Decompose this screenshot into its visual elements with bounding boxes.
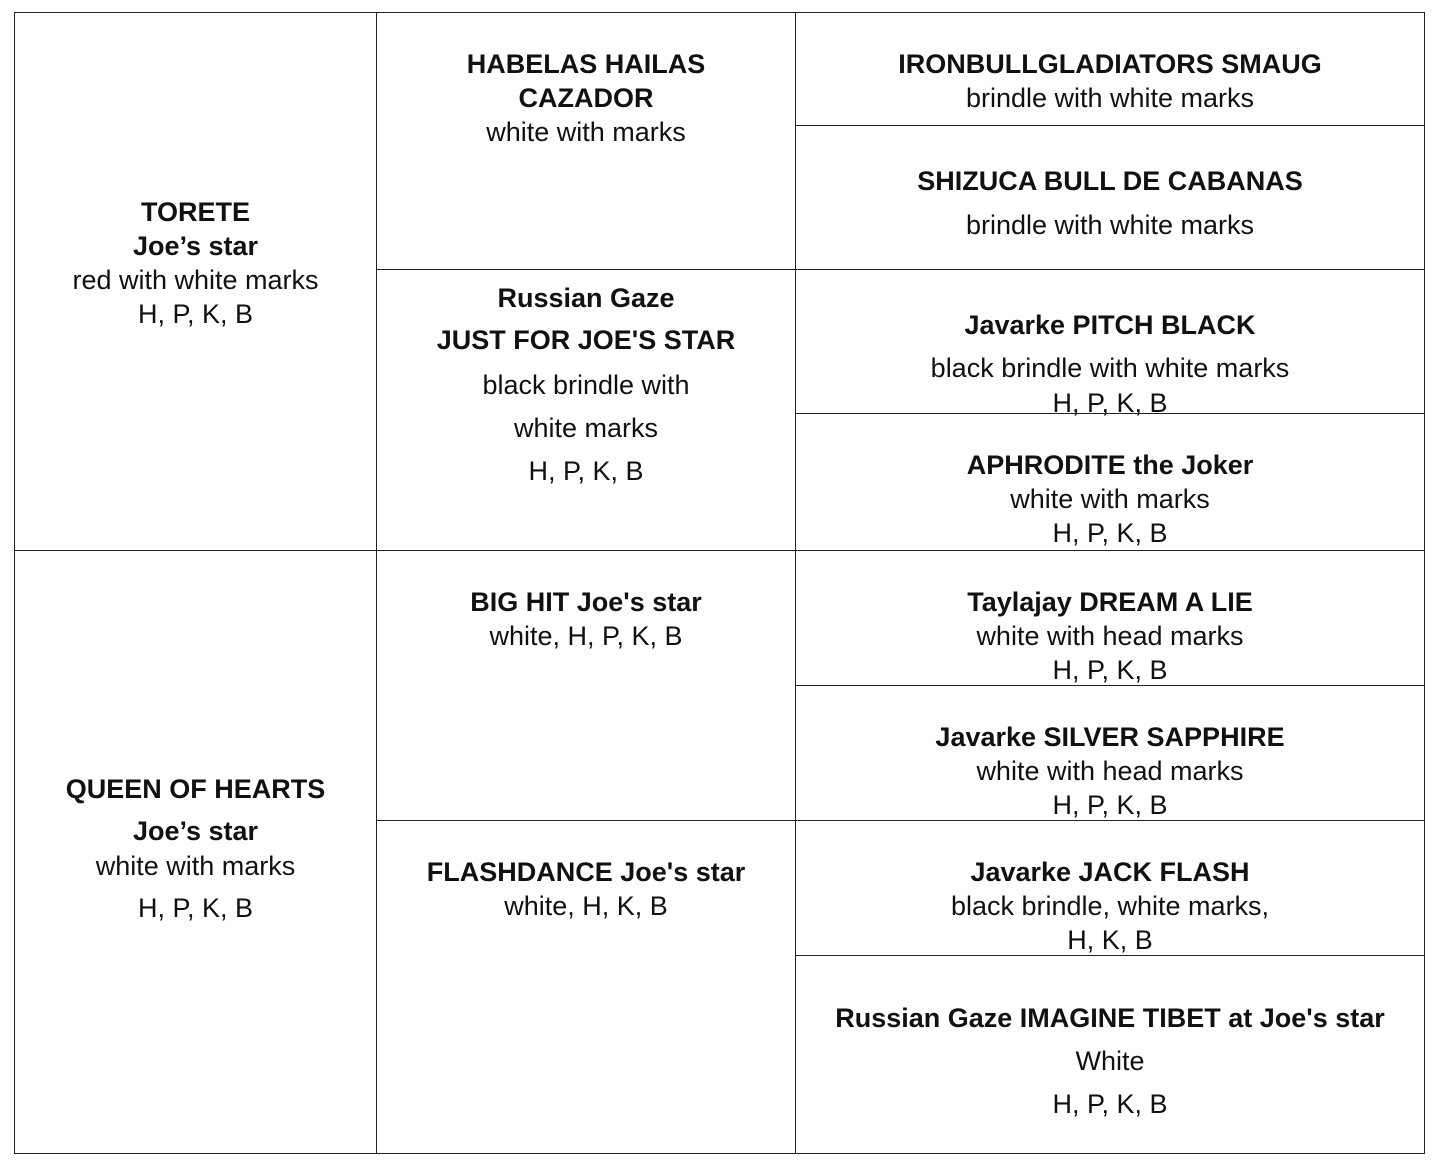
paternal-grandsire-color: white with marks	[486, 117, 686, 147]
pedigree-table	[14, 12, 1425, 1154]
ggp-6-color: white with head marks	[976, 756, 1244, 786]
sire-health: H, P, K, B	[137, 298, 254, 329]
sire-cell	[14, 12, 377, 551]
dam-kennel: Joe’s star	[132, 816, 259, 846]
ggp-3-health: H, P, K, B	[1052, 388, 1168, 418]
ggp-8-color: White	[1075, 1046, 1145, 1076]
ggp-8-health: H, P, K, B	[1052, 1089, 1168, 1119]
ggp-3-name: Javarke PITCH BLACK	[964, 310, 1256, 340]
ggp-8-name: Russian Gaze IMAGINE TIBET at Joe's star	[835, 1003, 1385, 1033]
sire-kennel: Joe’s star	[132, 230, 259, 261]
paternal-granddam-cell	[376, 269, 796, 551]
maternal-granddam-color: white, H, K, B	[504, 891, 668, 921]
ggp-5-color: white with head marks	[976, 621, 1244, 651]
dam-cell	[14, 550, 377, 1154]
maternal-grandsire-color: white, H, P, K, B	[489, 621, 683, 651]
paternal-granddam-kennel: Russian Gaze	[497, 283, 675, 313]
ggp-3-cell	[795, 269, 1425, 418]
ggp-1-name: IRONBULLGLADIATORS SMAUG	[898, 49, 1322, 79]
ggp-8-cell	[795, 955, 1425, 1154]
ggp-7-health: H, K, B	[1067, 925, 1153, 955]
paternal-granddam-health: H, P, K, B	[528, 456, 644, 486]
ggp-7-cell	[795, 820, 1425, 956]
paternal-grandsire-name-line2: CAZADOR	[518, 83, 654, 113]
sire-color: red with white marks	[72, 264, 319, 295]
ggp-2-cell	[795, 125, 1425, 270]
ggp-2-color: brindle with white marks	[965, 210, 1255, 240]
ggp-5-cell	[795, 550, 1425, 686]
ggp-5-name: Taylajay DREAM A LIE	[967, 587, 1253, 617]
maternal-grandsire-name: BIG HIT Joe's star	[470, 587, 702, 617]
ggp-3-color: black brindle with white marks	[930, 353, 1290, 383]
paternal-granddam-name: JUST FOR JOE'S STAR	[436, 325, 736, 355]
paternal-grandsire-cell	[376, 12, 796, 270]
ggp-5-health: H, P, K, B	[1052, 655, 1168, 685]
ggp-7-name: Javarke JACK FLASH	[970, 857, 1250, 887]
dam-color: white with marks	[95, 851, 296, 881]
ggp-4-name: APHRODITE the Joker	[966, 450, 1254, 480]
maternal-grandsire-cell	[376, 550, 796, 821]
dam-health: H, P, K, B	[137, 893, 254, 923]
ggp-6-cell	[795, 685, 1425, 821]
maternal-granddam-name: FLASHDANCE Joe's star	[426, 857, 746, 887]
ggp-1-color: brindle with white marks	[965, 83, 1255, 113]
ggp-4-cell	[795, 413, 1425, 551]
ggp-4-health: H, P, K, B	[1052, 518, 1168, 548]
ggp-6-name: Javarke SILVER SAPPHIRE	[935, 722, 1285, 752]
ggp-2-name: SHIZUCA BULL DE CABANAS	[917, 166, 1303, 196]
ggp-7-color: black brindle, white marks,	[950, 891, 1270, 921]
ggp-1-cell	[795, 12, 1425, 126]
sire-name: TORETE	[140, 196, 250, 227]
ggp-4-color: white with marks	[1010, 484, 1210, 514]
ggp-6-health: H, P, K, B	[1052, 790, 1168, 820]
maternal-granddam-cell	[376, 820, 796, 1154]
dam-name: QUEEN OF HEARTS	[65, 774, 326, 804]
paternal-granddam-color-line2: white marks	[513, 413, 659, 443]
paternal-granddam-color: black brindle with	[482, 370, 690, 400]
paternal-grandsire-name: HABELAS HAILAS	[466, 49, 706, 79]
